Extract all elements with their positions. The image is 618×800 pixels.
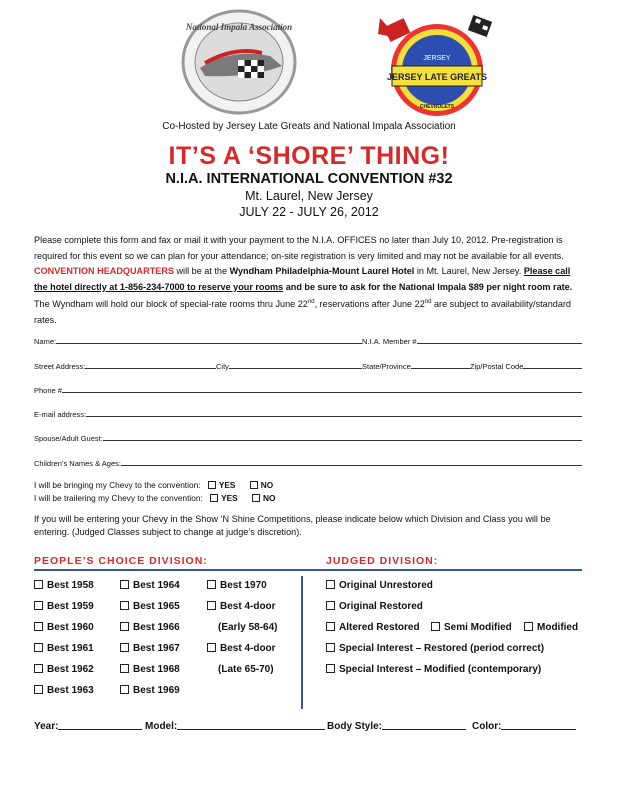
option-best-1970-label: Best 1970 (220, 580, 267, 591)
state-line[interactable] (411, 367, 470, 369)
color-label: Color: (472, 721, 502, 732)
phone-field[interactable] (34, 386, 582, 395)
intro-text: Please complete this form and fax or mail it with your payment to the N.I.A. OFFICES no later than July 10, 2012. Pre-registration is required for this event so we can plan for your attendance; on-site registration is very limited and may not be available for all events. (34, 235, 564, 261)
email-line[interactable] (86, 415, 582, 417)
trailering-no-checkbox[interactable] (252, 494, 260, 502)
option-best-1969-label: Best 1969 (133, 685, 180, 696)
option-best-1960[interactable] (34, 622, 94, 633)
division-divider (34, 569, 582, 571)
phone-label: Phone # (34, 386, 62, 395)
city-label: City (216, 362, 229, 371)
zip-label: Zip/Postal Code (470, 362, 524, 371)
peoples-choice-heading: PEOPLE’S CHOICE DIVISION: (34, 555, 208, 567)
trailering-yes-checkbox[interactable] (210, 494, 218, 502)
option-best-1966-label: Best 1966 (133, 622, 180, 633)
hold-text-3: are subject to availability/standard rates. (34, 299, 571, 325)
option-best-4-door-early[interactable] (207, 601, 276, 612)
email-field[interactable] (34, 410, 582, 419)
option-special-interest-restored[interactable] (326, 643, 544, 654)
name-label: Name: (34, 337, 57, 346)
member-line[interactable] (417, 342, 582, 344)
option-best-1963-label: Best 1963 (47, 685, 94, 696)
street-label: Street Address: (34, 362, 86, 371)
bringing-question (34, 480, 273, 490)
option-altered-restored-checkbox[interactable] (326, 622, 335, 631)
option-best-1960-label: Best 1960 (47, 622, 94, 633)
option-best-1965-checkbox[interactable] (120, 601, 129, 610)
option-modified-label: Modified (537, 622, 579, 633)
option-original-unrestored-label: Original Unrestored (339, 580, 433, 591)
option-best-1967-checkbox[interactable] (120, 643, 129, 652)
children-line[interactable] (121, 464, 582, 466)
intro-paragraph (34, 233, 586, 328)
hold-text-2: , reservations after June 22 (314, 299, 425, 310)
city-line[interactable] (229, 367, 362, 369)
option-best-1961[interactable] (34, 643, 94, 654)
option-original-unrestored[interactable] (326, 580, 433, 591)
spouse-field[interactable] (34, 434, 582, 443)
option-best-1966[interactable] (120, 622, 180, 633)
option-best-1959-label: Best 1959 (47, 601, 94, 612)
option-best-1964[interactable] (120, 580, 180, 591)
body-style-label: Body Style: (327, 721, 383, 732)
zip-field[interactable] (470, 362, 582, 371)
year-label: Year: (34, 721, 59, 732)
event-location: Mt. Laurel, New Jersey (245, 189, 373, 203)
street-line[interactable] (85, 367, 216, 369)
hq-text-2: in Mt. Laurel, New Jersey. (414, 266, 524, 276)
hotel-name: Wyndham Philadelphia-Mount Laurel Hotel (229, 266, 415, 276)
option-best-4-door-late[interactable] (207, 643, 276, 654)
option-best-1962[interactable] (34, 664, 94, 675)
children-label: Children’s Names & Ages: (34, 459, 121, 468)
bringing-yes-checkbox[interactable] (208, 481, 216, 489)
event-dates: JULY 22 - JULY 26, 2012 (239, 205, 379, 219)
nia-logo-text: National Impala Association (185, 22, 293, 32)
option-best-1958[interactable] (34, 580, 94, 591)
option-best-1969[interactable] (120, 685, 180, 696)
state-label: State/Province (362, 362, 411, 371)
hold-sup-2: nd (424, 299, 432, 305)
member-label: N.I.A. Member # (362, 337, 417, 346)
judged-heading: JUDGED DIVISION: (326, 555, 439, 567)
svg-text:JERSEY: JERSEY (423, 55, 451, 62)
trailering-yes-label: YES (221, 493, 238, 503)
option-special-interest-modified-checkbox[interactable] (326, 664, 335, 673)
option-best-1967[interactable] (120, 643, 180, 654)
logo-area (0, 8, 618, 120)
option-special-interest-restored-label: Special Interest – Restored (period correct) (339, 643, 545, 654)
option-best-1959-checkbox[interactable] (34, 601, 43, 610)
hold-sup-1: nd (307, 299, 315, 305)
option-best-1963-checkbox[interactable] (34, 685, 43, 694)
option-best-1962-checkbox[interactable] (34, 664, 43, 673)
cohost-line: Co-Hosted by Jersey Late Greats and National Impala Association (162, 121, 456, 132)
option-best-1968-checkbox[interactable] (120, 664, 129, 673)
logo-graphics (0, 8, 618, 120)
color-field[interactable] (472, 721, 576, 732)
phone-line[interactable] (62, 391, 582, 393)
hold-text-1: The Wyndham will hold our block of special-rate rooms thru June 22 (34, 299, 308, 310)
option-best-1959[interactable] (34, 601, 94, 612)
jlg-logo (378, 15, 492, 116)
member-field[interactable] (362, 337, 582, 346)
jlg-logo-text: JERSEY LATE GREATS (386, 72, 488, 82)
option-late-note-label: (Late 65-70) (218, 664, 274, 675)
option-original-restored-checkbox[interactable] (326, 601, 335, 610)
room-rate-text: and be sure to ask for the National Impala $89 per night room rate. (283, 281, 573, 292)
option-best-1964-label: Best 1964 (133, 580, 180, 591)
trailering-question (34, 493, 275, 503)
option-original-restored[interactable] (326, 601, 423, 612)
option-best-1958-checkbox[interactable] (34, 580, 43, 589)
option-best-1958-label: Best 1958 (47, 580, 94, 591)
model-line[interactable] (177, 728, 325, 730)
option-best-1968-label: Best 1968 (133, 664, 180, 675)
name-line[interactable] (56, 342, 362, 344)
option-best-4-door-early-label: Best 4-door (220, 601, 276, 612)
bringing-label: I will be bringing my Chevy to the convention: (34, 480, 201, 490)
option-modified[interactable] (524, 622, 578, 633)
option-early-note-label: (Early 58-64) (218, 622, 278, 633)
option-best-1970[interactable] (207, 580, 267, 591)
email-label: E-mail address: (34, 410, 87, 419)
option-best-1964-checkbox[interactable] (120, 580, 129, 589)
option-best-1968[interactable] (120, 664, 180, 675)
year-field[interactable] (34, 721, 142, 732)
option-best-1965-label: Best 1965 (133, 601, 180, 612)
option-best-1961-checkbox[interactable] (34, 643, 43, 652)
bringing-no-label: NO (260, 480, 274, 490)
children-field[interactable] (34, 459, 582, 468)
option-best-4-door-late-checkbox[interactable] (207, 643, 216, 652)
option-best-1962-label: Best 1962 (47, 664, 94, 675)
bringing-no-checkbox[interactable] (250, 481, 258, 489)
trailering-label: I will be trailering my Chevy to the convention: (34, 493, 203, 503)
option-best-1963[interactable] (34, 685, 94, 696)
spouse-label: Spouse/Adult Guest: (34, 434, 103, 443)
option-semi-modified-checkbox[interactable] (431, 622, 440, 631)
call-hotel-text: Please call the hotel directly at 1-856-234-7000 to reserve your rooms (34, 266, 571, 292)
option-best-1965[interactable] (120, 601, 180, 612)
option-original-restored-label: Original Restored (339, 601, 423, 612)
show-shine-text: If you will be entering your Chevy in the Show ‘N Shine Competitions, please indicate below which Division and Class you will be entering. (Judged Classes subject to change at judge’s discretion). (34, 514, 551, 537)
page-title: IT’S A ‘SHORE’ THING! (168, 142, 450, 170)
option-best-4-door-late-label: Best 4-door (220, 643, 276, 654)
option-early-note (218, 622, 277, 633)
bringing-yes-label: YES (218, 480, 236, 490)
option-best-1966-checkbox[interactable] (120, 622, 129, 631)
color-line[interactable] (501, 728, 576, 730)
name-field[interactable] (34, 337, 362, 346)
page-subtitle: N.I.A. INTERNATIONAL CONVENTION #32 (165, 171, 453, 187)
state-field[interactable] (362, 362, 470, 371)
option-best-1967-label: Best 1967 (133, 643, 180, 654)
trailering-no-label: NO (263, 493, 276, 503)
zip-line[interactable] (523, 367, 582, 369)
option-altered-restored[interactable] (326, 622, 420, 633)
division-vertical-divider (301, 576, 303, 709)
option-special-interest-modified[interactable] (326, 664, 541, 675)
model-label: Model: (145, 721, 178, 732)
option-best-1969-checkbox[interactable] (120, 685, 129, 694)
body-style-field[interactable] (327, 721, 466, 732)
option-modified-checkbox[interactable] (524, 622, 533, 631)
option-semi-modified-label: Semi Modified (444, 622, 512, 633)
option-best-1961-label: Best 1961 (47, 643, 94, 654)
option-special-interest-restored-checkbox[interactable] (326, 643, 335, 652)
hq-text-1: will be at the (173, 266, 230, 276)
model-field[interactable] (145, 721, 325, 732)
city-field[interactable] (216, 362, 362, 371)
body-style-line[interactable] (382, 728, 466, 730)
option-special-interest-modified-label: Special Interest – Modified (contemporary) (339, 664, 542, 675)
street-field[interactable] (34, 362, 216, 371)
year-line[interactable] (58, 728, 142, 730)
option-best-4-door-early-checkbox[interactable] (207, 601, 216, 610)
jlg-logo-bottom: CHEVROLETS (419, 104, 455, 110)
option-semi-modified[interactable] (431, 622, 512, 633)
option-best-1960-checkbox[interactable] (34, 622, 43, 631)
spouse-line[interactable] (103, 439, 582, 441)
nia-logo (183, 11, 295, 113)
option-original-unrestored-checkbox[interactable] (326, 580, 335, 589)
option-best-1970-checkbox[interactable] (207, 580, 216, 589)
option-altered-restored-label: Altered Restored (339, 622, 420, 633)
option-late-note (218, 664, 274, 675)
hq-label: CONVENTION HEADQUARTERS (34, 266, 174, 276)
